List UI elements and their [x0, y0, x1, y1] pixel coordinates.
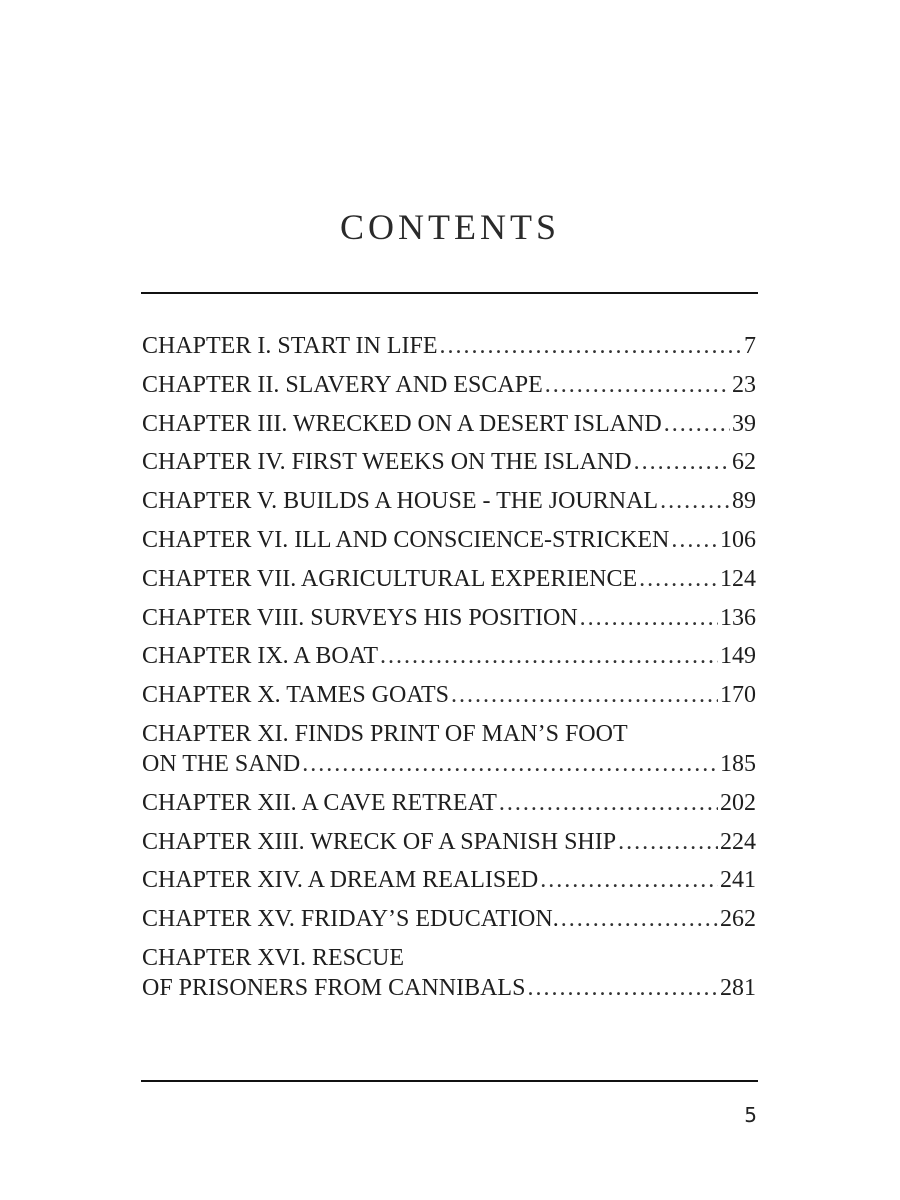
chapter-title: CHAPTER V. BUILDS A HOUSE - THE JOURNAL — [142, 488, 659, 515]
toc-entry[interactable] — [142, 680, 756, 710]
chapter-page: 224 — [720, 828, 756, 855]
dot-leader — [380, 641, 718, 671]
chapter-page: 262 — [720, 906, 756, 933]
chapter-title: CHAPTER VI. ILL AND CONSCIENCE-STRICKEN — [142, 526, 670, 553]
dot-leader — [580, 603, 718, 633]
dot-leader — [302, 749, 718, 779]
dot-leader — [618, 827, 718, 857]
dot-leader — [660, 486, 730, 516]
chapter-page: 241 — [720, 867, 756, 894]
contents-heading: CONTENTS — [340, 207, 560, 247]
dot-leader — [639, 564, 718, 594]
chapter-page: 185 — [720, 750, 756, 777]
dot-leader — [671, 525, 718, 555]
toc-entry[interactable] — [142, 641, 756, 671]
dot-leader — [634, 447, 730, 477]
toc-entry[interactable] — [142, 603, 756, 633]
dot-leader — [540, 865, 718, 895]
page-number: 5 — [744, 1103, 757, 1127]
dot-leader — [545, 370, 730, 400]
chapter-page: 106 — [720, 526, 756, 553]
bottom-divider — [141, 1080, 758, 1082]
chapter-page: 136 — [720, 604, 756, 631]
dot-leader — [440, 331, 742, 361]
chapter-title: CHAPTER XI. FINDS PRINT OF MAN’S FOOT — [142, 720, 628, 747]
chapter-page: 170 — [720, 682, 756, 709]
dot-leader — [561, 904, 718, 934]
chapter-page: 23 — [732, 371, 756, 398]
chapter-title: CHAPTER I. START IN LIFE — [142, 333, 438, 359]
dot-leader — [664, 409, 730, 439]
chapter-title: CHAPTER III. WRECKED ON A DESERT ISLAND — [142, 410, 662, 437]
toc-entry[interactable] — [142, 525, 756, 555]
chapter-title-continued: OF PRISONERS FROM CANNIBALS — [142, 974, 526, 1001]
toc-entry[interactable] — [142, 943, 756, 1003]
chapter-title-continued: ON THE SAND — [142, 750, 301, 777]
toc-entry[interactable] — [142, 409, 756, 439]
chapter-page: 281 — [720, 974, 756, 1001]
chapter-title: CHAPTER XIII. WRECK OF A SPANISH SHIP — [142, 828, 617, 855]
chapter-page: 124 — [720, 565, 756, 592]
chapter-title: CHAPTER XV. FRIDAY’S EDUCATION. — [142, 906, 559, 933]
toc-entry[interactable] — [142, 331, 756, 361]
chapter-title: CHAPTER IX. A BOAT — [142, 643, 379, 670]
toc-entry[interactable] — [142, 788, 756, 818]
chapter-page: 7 — [744, 333, 756, 359]
dot-leader — [451, 680, 718, 710]
toc-entry[interactable] — [142, 865, 756, 895]
toc-entry[interactable] — [142, 447, 756, 477]
chapter-title: CHAPTER IV. FIRST WEEKS ON THE ISLAND — [142, 449, 632, 476]
chapter-title: CHAPTER X. TAMES GOATS — [142, 682, 450, 709]
dot-leader — [527, 973, 718, 1003]
chapter-page: 62 — [732, 449, 756, 476]
toc-entry[interactable] — [142, 564, 756, 594]
chapter-page: 39 — [732, 410, 756, 437]
chapter-page: 89 — [732, 488, 756, 515]
chapter-title: CHAPTER XVI. RESCUE — [142, 944, 405, 971]
chapter-page: 149 — [720, 643, 756, 670]
dot-leader — [499, 788, 718, 818]
chapter-title: CHAPTER XII. A CAVE RETREAT — [142, 789, 497, 816]
chapter-title: CHAPTER VIII. SURVEYS HIS POSITION — [142, 604, 578, 631]
chapter-title: CHAPTER XIV. A DREAM REALISED — [142, 867, 539, 894]
chapter-title: CHAPTER VII. AGRICULTURAL EXPERIENCE — [142, 565, 638, 592]
top-divider — [141, 292, 758, 294]
toc-entry[interactable] — [142, 370, 756, 400]
table-of-contents — [142, 331, 756, 1012]
toc-entry[interactable] — [142, 904, 756, 934]
chapter-title: CHAPTER II. SLAVERY AND ESCAPE — [142, 371, 543, 398]
chapter-page: 202 — [720, 789, 756, 816]
toc-entry[interactable] — [142, 827, 756, 857]
toc-entry[interactable] — [142, 486, 756, 516]
toc-entry[interactable] — [142, 719, 756, 779]
